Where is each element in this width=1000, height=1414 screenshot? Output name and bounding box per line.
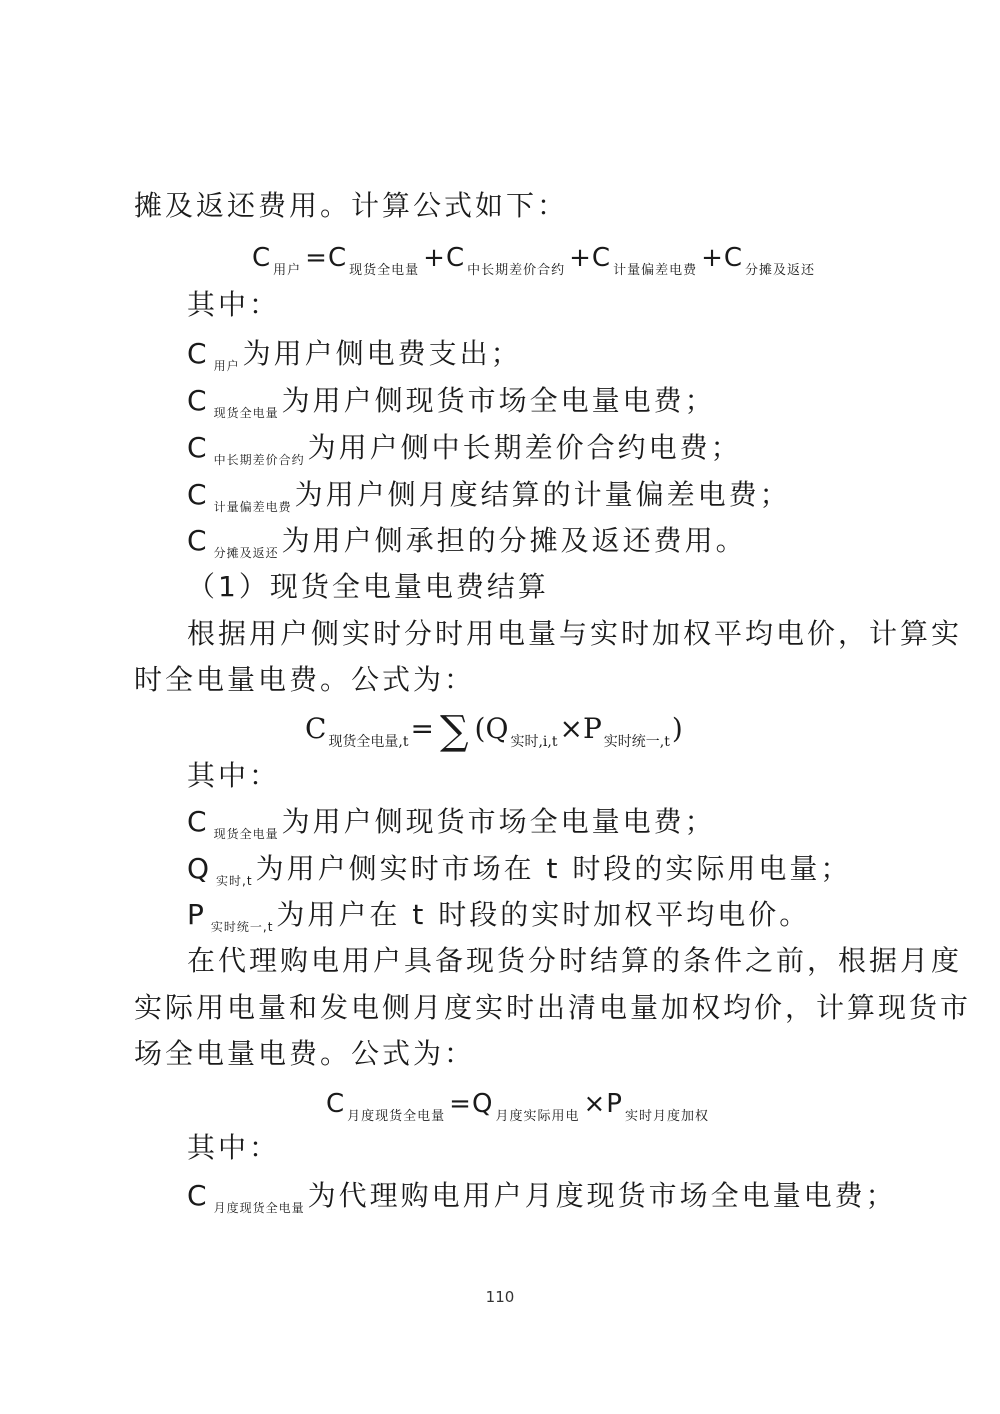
formula-subscript: 月度实际用电 [495,1109,580,1124]
definition-text: 为用户侧实时市场在 t 时段的实际用电量； [255,852,852,885]
paragraph-line: 实际用电量和发电侧月度实时出清电量加权均价，计算现货市 [134,991,972,1024]
variable-definition [187,895,810,947]
variable-subscript: 计量偏差电费 [213,500,292,514]
formula-subscript: 实时统一,t [603,734,670,750]
formula-symbol: Q [471,1089,494,1119]
variable-subscript: 实时统一,t [210,920,274,934]
formula-subscript: 实时月度加权 [624,1109,709,1124]
paragraph-line: 其中： [187,1131,281,1164]
variable-definition [187,428,742,480]
formula-user-total-cost [252,238,819,291]
variable-definition [187,334,522,386]
formula-subscript: 现货全电量,t [328,734,409,750]
paragraph-line: 场全电量电费。公式为： [134,1037,476,1070]
variable-subscript: 现货全电量 [213,827,279,841]
formula-operator: = [410,712,434,745]
variable-subscript: 现货全电量 [213,406,279,420]
formula-paren: ) [671,712,683,745]
variable-definition [187,849,851,901]
definition-text: 为用户侧现货市场全电量电费； [281,384,716,417]
section-heading: （1）现货全电量电费结算 [187,570,549,603]
formula-operator: + [423,243,446,273]
definition-text: 为用户侧承担的分摊及返还费用。 [281,524,747,557]
sum-symbol: ∑ [439,708,469,754]
formula-symbol: C [326,1089,346,1119]
variable-symbol: C [187,384,210,417]
variable-symbol: C [187,337,210,370]
formula-subscript: 月度现货全电量 [347,1109,446,1124]
formula-symbol: P [606,1089,623,1119]
variable-definition [187,802,716,854]
variable-symbol: C [187,478,210,511]
formula-subscript: 分摊及返还 [745,263,816,278]
formula-subscript: 实时,i,t [510,734,558,750]
formula-operator: + [701,243,724,273]
formula-symbol: C [327,243,348,273]
variable-subscript: 中长期差价合约 [213,453,305,467]
formula-symbol: C [445,243,466,273]
formula-subscript: 用户 [273,263,302,278]
variable-subscript: 实时,t [216,874,253,888]
variable-definition [187,1176,897,1228]
variable-subscript: 月度现货全电量 [213,1201,305,1215]
variable-symbol: C [187,1179,210,1212]
variable-symbol: C [187,805,210,838]
formula-operator: × [559,712,583,745]
paragraph-line: 在代理购电用户具备现货分时结算的条件之前，根据月度 [187,944,963,977]
definition-text: 为用户在 t 时段的实时加权平均电价。 [276,898,811,931]
formula-subscript: 中长期差价合约 [467,263,566,278]
paragraph-line: 摊及返还费用。计算公式如下： [134,189,569,222]
variable-definition [187,475,791,527]
formula-symbol: C [305,712,327,745]
variable-definition [187,381,716,433]
formula-monthly-spot-cost [326,1084,713,1137]
formula-subscript: 现货全电量 [349,263,420,278]
variable-symbol: C [187,431,210,464]
variable-subscript: 用户 [213,359,240,373]
formula-paren: ( [474,712,486,745]
paragraph-line: 根据用户侧实时分时用电量与实时加权平均电价，计算实 [187,617,963,650]
definition-text: 为代理购电用户月度现货市场全电量电费； [307,1179,897,1212]
paragraph-line: 其中： [187,288,281,321]
variable-symbol: C [187,524,210,557]
formula-operator: × [583,1089,607,1119]
definition-text: 为用户侧月度结算的计量偏差电费； [294,478,791,511]
formula-subscript: 计量偏差电费 [613,263,698,278]
formula-symbol: C [252,243,272,273]
variable-subscript: 分摊及返还 [213,546,279,560]
variable-definition [187,521,747,573]
page-number: 110 [485,1288,515,1306]
formula-operator: = [449,1089,472,1119]
variable-symbol: Q [187,852,213,885]
paragraph-line: 时全电量电费。公式为： [134,663,476,696]
definition-text: 为用户侧现货市场全电量电费； [281,805,716,838]
formula-operator: = [305,243,328,273]
definition-text: 为用户侧中长期差价合约电费； [307,431,742,464]
paragraph-line: 其中： [187,759,281,792]
formula-spot-energy-cost [305,709,683,762]
formula-symbol: P [582,712,602,745]
formula-symbol: Q [485,712,509,745]
formula-operator: + [569,243,592,273]
formula-symbol: C [723,243,744,273]
variable-symbol: P [187,898,207,931]
formula-symbol: C [591,243,612,273]
definition-text: 为用户侧电费支出； [242,337,522,370]
